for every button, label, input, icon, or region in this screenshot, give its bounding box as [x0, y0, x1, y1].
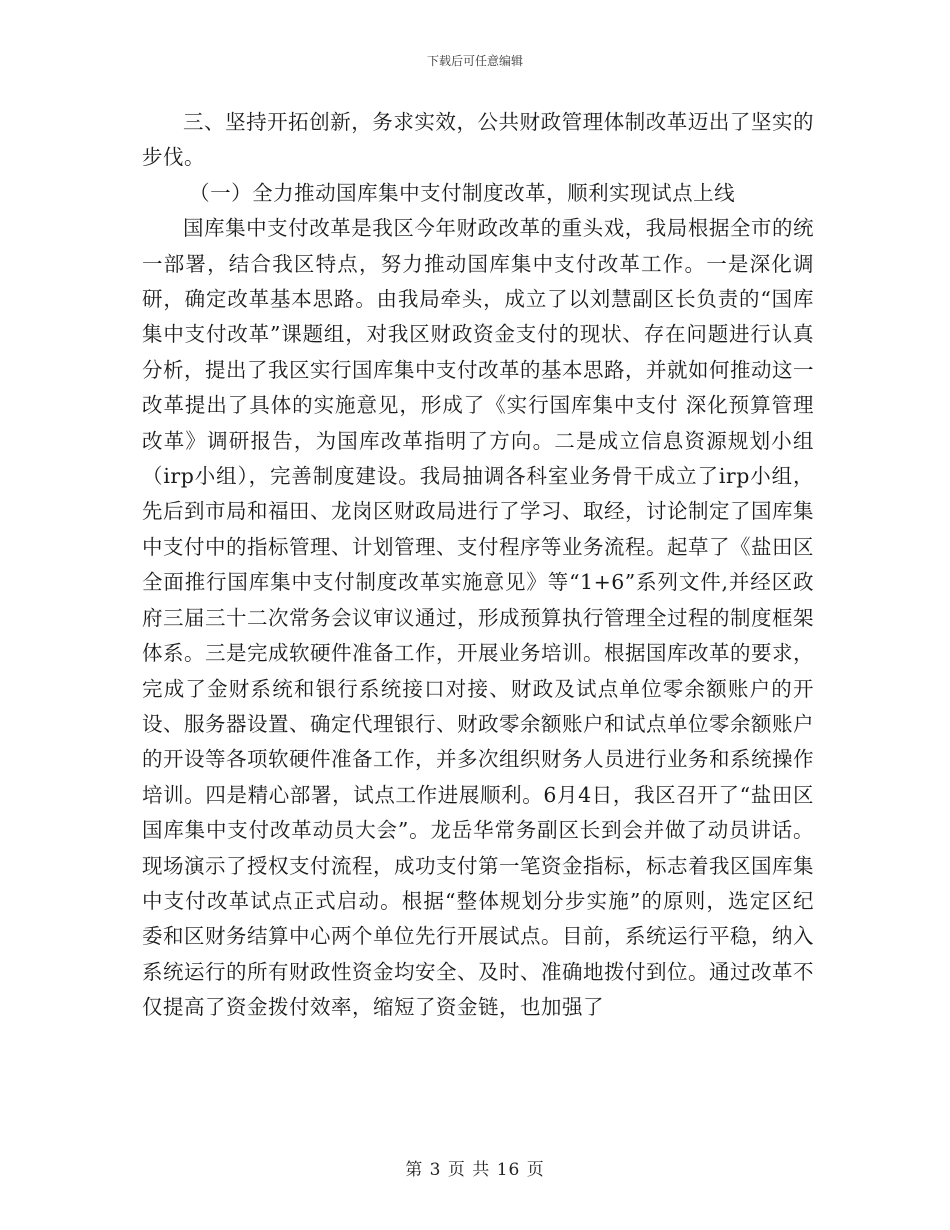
page-number: 第 3 页 共 16 页 [405, 1160, 545, 1180]
page-header: 下载后可任意编辑 [426, 54, 523, 68]
document-body [142, 105, 814, 1026]
section-heading: 三、坚持开拓创新，务求实效，公共财政管理体制改革迈出了坚实的步伐。 [142, 110, 814, 170]
body-paragraph: 国库集中支付改革是我区今年财政改革的重头戏，我局根据全市的统一部署，结合我区特点，努力推动国库集中支付改革工作。一是深化调研，确定改革基本思路。由我局牵头，成立了以刘慧副区长负责的“国库集中支付改革”课题组，对我区财政资金支付的现状、存在问题进行认真分析，提出了我区实行国库集中支付改革的基本思路，并就如何推动这一改革提出了具体的实施意见，形成了《实行国库集中支付 深化预算管理改革》调研报告，为国库改革指明了方向。二是成立信息资源规划小组（irp小组），完善制度建设。我局抽调各科室业务骨干成立了irp小组，先后到市局和福田、龙岗区财政局进行了学习、取经，讨论制定了国库集中支付中的指标管理、计划管理、支付程序等业务流程。起草了《盐田区全面推行国库集中支付制度改革实施意见》等“1+6”系列文件,并经区政府三届三十二次常务会议审议通过，形成预算执行管理全过程的制度框架体系。三是完成软硬件准备工作，开展业务培训。根据国库改革的要求，完成了金财系统和银行系统接口对接、财政及试点单位零余额账户的开设、服务器设置、确定代理银行、财政零余额账户和试点单位零余额账户的开设等各项软硬件准备工作，并多次组织财务人员进行业务和系统操作培训。四是精心部署，试点工作进展顺利。6月4日，我区召开了“盐田区国库集中支付改革动员大会”。龙岳华常务副区长到会并做了动员讲话。现场演示了授权支付流程，成功支付第一笔资金指标，标志着我区国库集中支付改革试点正式启动。根据“整体规划分步实施”的原则，选定区纪委和区财务结算中心两个单位先行开展试点。目前，系统运行平稳，纳入系统运行的所有财政性资金均安全、及时、准确地拨付到位。通过改革不仅提高了资金拨付效率，缩短了资金链，也加强了 [142, 216, 814, 1020]
subsection-heading: （一）全力推动国库集中支付制度改革，顺利实现试点上线 [189, 180, 736, 205]
